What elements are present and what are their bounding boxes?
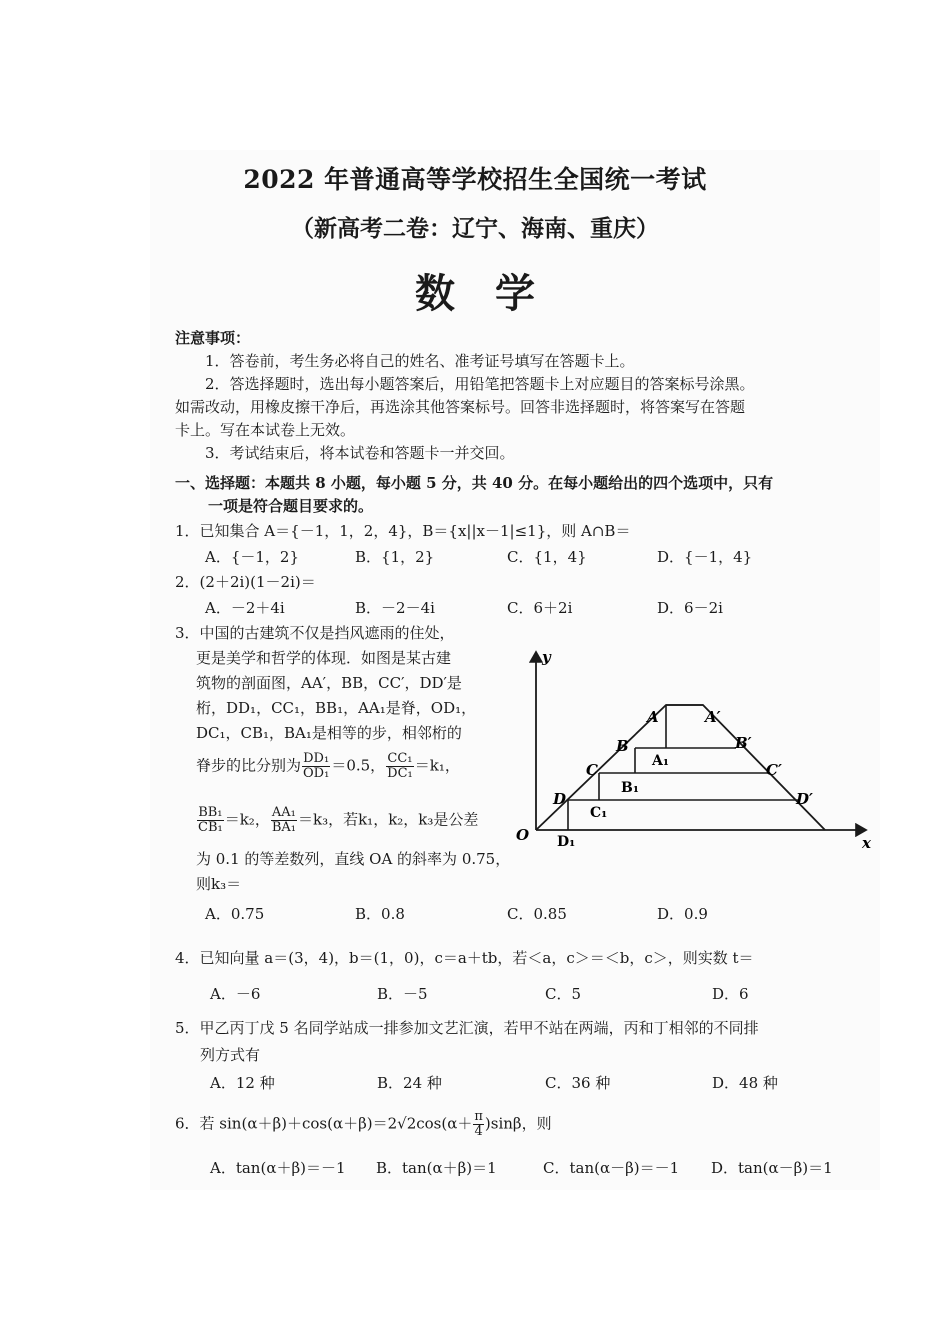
- ratio-fraction-4: $\frac{\text{AA₁}}{\text{BA₁}}$: [271, 805, 296, 835]
- question-6-option-b[interactable]: B．tan(α＋β)＝1: [376, 1159, 497, 1177]
- question-6-option-d[interactable]: D．tan(α－β)＝1: [711, 1159, 833, 1177]
- question-1-option-b[interactable]: B．{1，2}: [355, 548, 435, 566]
- question-5-option-a[interactable]: A．12 种: [210, 1074, 275, 1092]
- question-3-line-4: 桁，DD₁，CC₁，BB₁，AA₁是脊，OD₁，: [196, 699, 477, 717]
- label-a-prime: A′: [705, 708, 721, 726]
- question-4-stem: 4．已知向量 a＝(3，4)，b＝(1，0)，c＝a＋tb，若＜a，c＞＝＜b，c＞，则实数 t＝: [175, 949, 754, 967]
- question-2-option-c[interactable]: C．6＋2i: [507, 599, 573, 617]
- label-a: A: [647, 708, 659, 726]
- question-4-option-a[interactable]: A．－6: [210, 985, 261, 1003]
- question-3-ratio-line-2: $\frac{\text{BB₁}}{\text{CB₁}}$ ＝k₂， $\frac{\text{AA₁}}{\text{BA₁}}$ ＝k₃，若k₁，k₂，k₃是公差: [198, 805, 479, 835]
- notice-item-1: 1．答卷前，考生务必将自己的姓名、准考证号填写在答题卡上。: [205, 352, 635, 370]
- label-d1: D₁: [557, 834, 576, 850]
- question-3-line-slope: 为 0.1 的等差数列，直线 OA 的斜率为 0.75，: [196, 850, 511, 868]
- question-1-option-d[interactable]: D．{－1，4}: [657, 548, 753, 566]
- question-1-option-a[interactable]: A．{－1，2}: [205, 548, 300, 566]
- question-3-ratio-line: 脊步的比分别为 $\frac{\text{DD₁}}{\text{OD₁}}$ ＝0.5， $\frac{\text{CC₁}}{\text{DC₁}}$ ＝k₁，: [196, 751, 460, 781]
- question-3-option-d[interactable]: D．0.9: [657, 905, 708, 923]
- notice-heading: 注意事项：: [175, 329, 251, 347]
- label-c1: C₁: [590, 805, 608, 821]
- question-5-option-b[interactable]: B．24 种: [377, 1074, 442, 1092]
- label-x: x: [862, 834, 871, 852]
- question-3-line-1: 3．中国的古建筑不仅是挡风遮雨的住处，: [175, 624, 455, 642]
- question-1-stem: 1．已知集合 A＝{－1，1，2，4}，B＝{x||x－1|≤1}，则 A∩B＝: [175, 522, 631, 540]
- question-6-option-a[interactable]: A．tan(α＋β)＝－1: [210, 1159, 346, 1177]
- label-d: D: [553, 790, 567, 808]
- ratio-intro: 脊步的比分别为: [196, 756, 302, 775]
- question-2-option-b[interactable]: B．－2－4i: [355, 599, 435, 617]
- question-3-option-b[interactable]: B．0.8: [355, 905, 405, 923]
- question-4-option-c[interactable]: C．5: [545, 985, 582, 1003]
- question-5-stem-line-2: 列方式有: [200, 1046, 261, 1064]
- question-4-option-d[interactable]: D．6: [712, 985, 749, 1003]
- question-5-option-c[interactable]: C．36 种: [545, 1074, 611, 1092]
- ratio-fraction-1: $\frac{\text{DD₁}}{\text{OD₁}}$: [303, 751, 330, 781]
- label-c-prime: C′: [766, 761, 782, 779]
- ratio-fraction-2: $\frac{\text{CC₁}}{\text{DC₁}}$: [387, 751, 413, 781]
- architecture-section-figure: [500, 640, 890, 860]
- label-o: O: [516, 826, 530, 844]
- question-5-stem-line-1: 5．甲乙丙丁戊 5 名同学站成一排参加文艺汇演，若甲不站在两端，丙和丁相邻的不同排: [175, 1019, 759, 1037]
- question-3-line-3: 筑物的剖面图，AA′，BB，CC′，DD′是: [196, 674, 462, 692]
- ratio-fraction-3: $\frac{\text{BB₁}}{\text{CB₁}}$: [198, 805, 223, 835]
- question-6-stem: 6．若 sin(α＋β)＋cos(α＋β)＝2√2cos(α＋ $\frac{\pi}{4}$ )sinβ，则: [175, 1109, 552, 1139]
- section-heading-line-1: 一、选择题：本题共 8 小题，每小题 5 分，共 40 分。在每小题给出的四个选项中，只有: [175, 474, 774, 492]
- question-2-stem: 2．(2＋2i)(1－2i)＝: [175, 573, 316, 591]
- label-a1: A₁: [652, 753, 669, 769]
- question-3-line-5: DC₁，CB₁，BA₁是相等的步，相邻桁的: [196, 724, 462, 742]
- question-1-option-c[interactable]: C．{1，4}: [507, 548, 587, 566]
- question-2-option-d[interactable]: D．6－2i: [657, 599, 723, 617]
- exam-subtitle: （新高考二卷：辽宁、海南、重庆）: [291, 215, 659, 242]
- question-6-option-c[interactable]: C．tan(α－β)＝－1: [543, 1159, 680, 1177]
- subject-title: 数 学: [415, 270, 535, 317]
- notice-item-2-line-3: 卡上。写在本试卷上无效。: [175, 421, 356, 439]
- pi-over-4-fraction: $\frac{\pi}{4}$: [474, 1109, 483, 1139]
- label-y: y: [542, 648, 551, 666]
- question-3-option-a[interactable]: A．0.75: [205, 905, 265, 923]
- question-3-option-c[interactable]: C．0.85: [507, 905, 567, 923]
- question-3-line-ask: 则k₃＝: [196, 875, 242, 893]
- label-b-prime: B′: [735, 734, 752, 752]
- label-c: C: [586, 761, 598, 779]
- label-b1: B₁: [621, 780, 639, 796]
- notice-item-3: 3．考试结束后，将本试卷和答题卡一并交回。: [205, 444, 515, 462]
- label-b: B: [616, 737, 629, 755]
- exam-title: 2022 年普通高等学校招生全国统一考试: [243, 165, 707, 194]
- question-4-option-b[interactable]: B．－5: [377, 985, 428, 1003]
- section-heading-line-2: 一项是符合题目要求的。: [208, 497, 374, 515]
- question-3-line-2: 更是美学和哲学的体现．如图是某古建: [196, 649, 452, 667]
- notice-item-2-line-2: 如需改动，用橡皮擦干净后，再选涂其他答案标号。回答非选择题时，将答案写在答题: [175, 398, 746, 416]
- label-d-prime: D′: [796, 790, 813, 808]
- question-2-option-a[interactable]: A．－2＋4i: [205, 599, 285, 617]
- notice-item-2-line-1: 2．答选择题时，选出每小题答案后，用铅笔把答题卡上对应题目的答案标号涂黑。: [205, 375, 755, 393]
- question-5-option-d[interactable]: D．48 种: [712, 1074, 778, 1092]
